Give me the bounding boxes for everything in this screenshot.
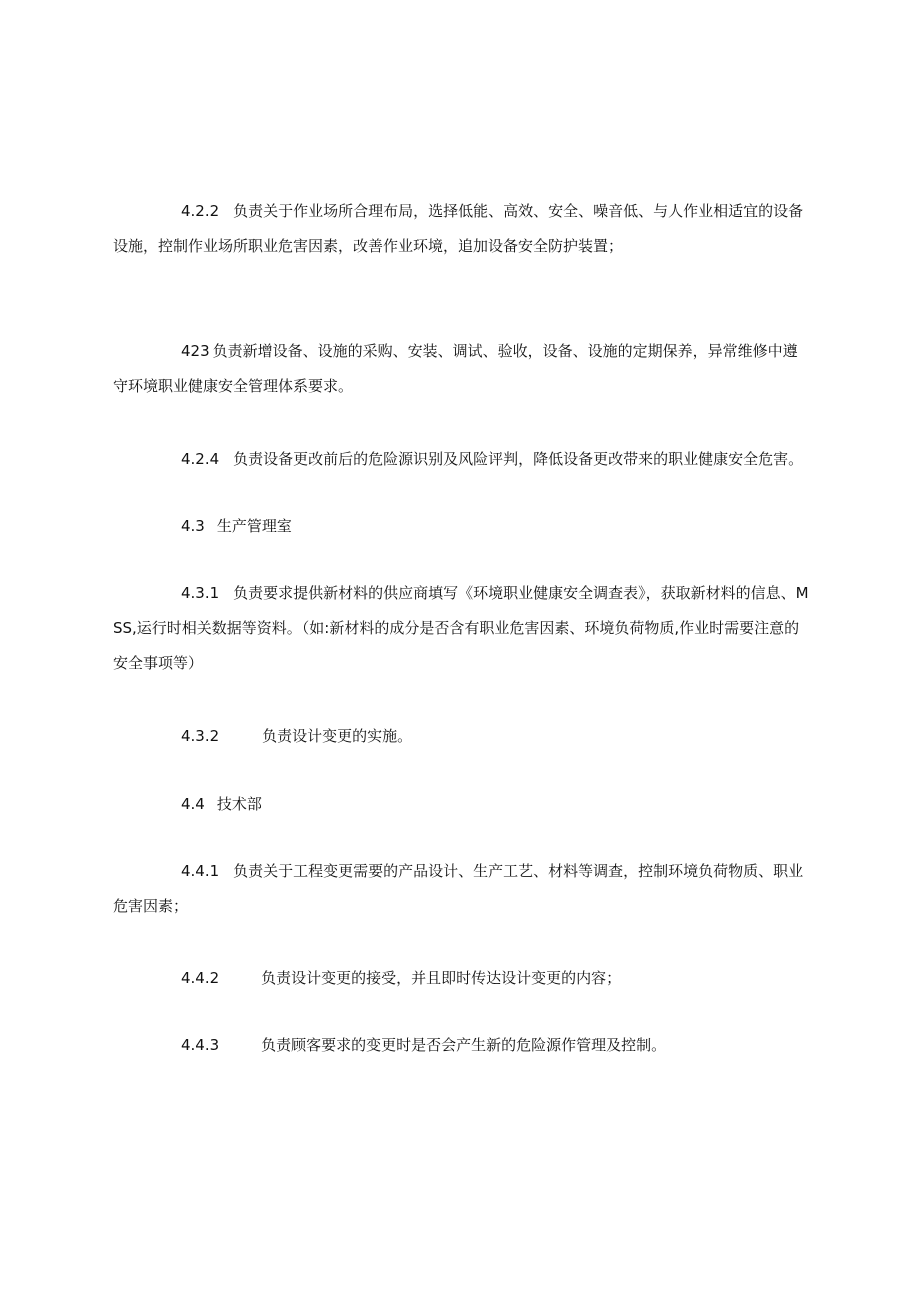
section-number: 4.3 [181,517,205,535]
section-number: 4.4.3 [181,1036,220,1054]
paragraph-4-3-1 [113,576,810,681]
section-text: 负责顾客要求的变更时是否会产生新的危险源作管理及控制。 [261,1036,667,1054]
paragraph-4-4-1 [113,854,810,924]
section-heading: 生产管理室 [216,517,292,535]
section-number: 4.3.2 [181,727,220,745]
paragraph-4-4-2 [113,961,810,996]
paragraph-4-3-2 [113,719,810,754]
paragraph-4-2-4 [113,442,810,477]
heading-4-3 [113,509,810,544]
paragraph-4-2-3 [113,334,810,404]
section-number: 4.2.2 [181,202,220,220]
section-text: 负责要求提供新材料的供应商填写《环境职业健康安全调查表》，获取新材料的信息、MSS,运行时相关数据等资料。（如:新材料的成分是否含有职业危害因素、环境负荷物质,作业时需要注意的安全事项等） [113,584,809,672]
section-number: 4.4.1 [181,862,220,880]
section-text: 负责新增设备、设施的采购、安装、调试、验收，设备、设施的定期保养，异常维修中遵守环境职业健康安全管理体系要求。 [113,342,798,395]
paragraph-4-2-2 [113,194,810,264]
section-number: 4.4 [181,795,205,813]
section-number: 4.2.4 [181,450,220,468]
section-number: 4.4.2 [181,969,220,987]
heading-4-4 [113,787,810,822]
section-text: 负责设备更改前后的危险源识别及风险评判，降低设备更改带来的职业健康安全危害。 [233,450,804,468]
section-text: 负责关于作业场所合理布局，选择低能、高效、安全、噪音低、与人作业相适宜的设备设施，控制作业场所职业危害因素，改善作业环境，追加设备安全防护装置； [113,202,804,255]
section-text: 负责设计变更的接受，并且即时传达设计变更的内容； [261,969,622,987]
section-number: 4.3.1 [181,584,220,602]
section-heading: 技术部 [216,795,262,813]
section-number: 423 [181,342,210,360]
section-text: 负责关于工程变更需要的产品设计、生产工艺、材料等调查，控制环境负荷物质、职业危害因素； [113,862,804,915]
section-text: 负责设计变更的实施。 [262,727,413,745]
paragraph-4-4-3 [113,1028,810,1063]
